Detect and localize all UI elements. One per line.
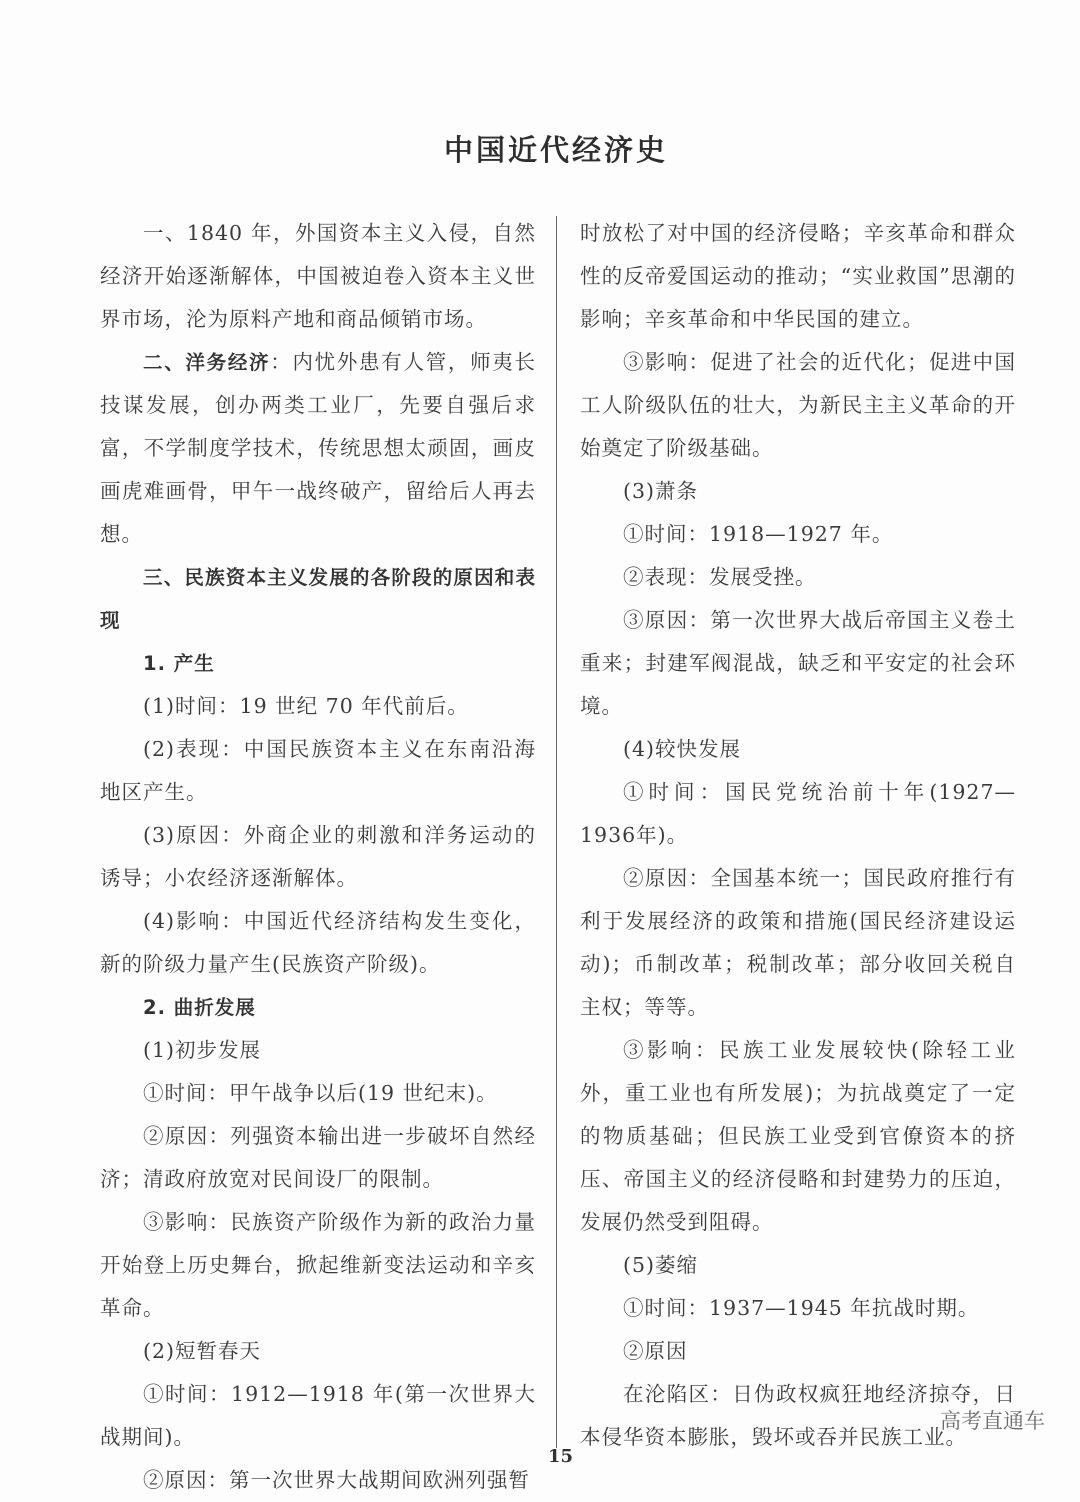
list-item: ①时间：甲午战争以后(19 世纪末)。 bbox=[143, 1081, 498, 1105]
list-item: ②原因 bbox=[623, 1339, 688, 1363]
paragraph-2 bbox=[100, 341, 536, 556]
subheading-origin: 1. 产生 bbox=[143, 652, 215, 675]
list-item: ③原因：第一次世界大战后帝国主义卷土重来；封建军阀混战，缺乏和平安定的社会环境。 bbox=[580, 608, 1016, 718]
column-divider bbox=[556, 216, 557, 1448]
list-item: ②原因：列强资本输出进一步破坏自然经济；清政府放宽对民间设厂的限制。 bbox=[100, 1124, 536, 1191]
list-item: ③影响：民族工业发展较快(除轻工业外，重工业也有所发展)；为抗战奠定了一定的物质基础；但民族工业受到官僚资本的挤压、帝国主义的经济侵略和封建势力的压迫，发展仍然受到阻碍。 bbox=[580, 1038, 1016, 1234]
paragraph-continued: 时放松了对中国的经济侵略；辛亥革命和群众性的反帝爱国运动的推动；“实业救国”思潮的影响；辛亥革命和中华民国的建立。 bbox=[580, 221, 1016, 331]
list-item: ③影响：促进了社会的近代化；促进中国工人阶级队伍的壮大，为新民主主义革命的开始奠定了阶级基础。 bbox=[580, 350, 1016, 460]
subheading-twisted-development: 2. 曲折发展 bbox=[143, 996, 256, 1019]
list-item: (5)萎缩 bbox=[623, 1253, 699, 1277]
right-column bbox=[580, 212, 1016, 1459]
list-item: (3)萧条 bbox=[623, 479, 699, 503]
list-item: ②原因：第一次世界大战期间欧洲列强暂 bbox=[143, 1468, 530, 1492]
section-heading-yangwu: 二、洋务经济 bbox=[143, 351, 271, 374]
list-item: ②原因：全国基本统一；国民政府推行有利于发展经济的政策和措施(国民经济建设运动)；币制改革；税制改革；部分收回关税自主权；等等。 bbox=[580, 866, 1016, 1019]
list-item: ①时间：1912—1918 年(第一次世界大战期间)。 bbox=[100, 1382, 536, 1449]
list-item: ③影响：民族资产阶级作为新的政治力量开始登上历史舞台，掀起维新变法运动和辛亥革命。 bbox=[100, 1210, 536, 1320]
list-item: (2)表现：中国民族资本主义在东南沿海地区产生。 bbox=[100, 737, 536, 804]
watermark: 高考直通车 bbox=[940, 1409, 1045, 1433]
section-heading-3: 三、民族资本主义发展的各阶段的原因和表现 bbox=[100, 566, 536, 632]
list-item: ①时间：1937—1945 年抗战时期。 bbox=[623, 1296, 980, 1320]
page-title: 中国近代经济史 bbox=[443, 133, 668, 167]
list-item: (1)时间：19 世纪 70 年代前后。 bbox=[143, 694, 469, 718]
list-item: (1)初步发展 bbox=[143, 1038, 262, 1062]
list-item: (3)原因：外商企业的刺激和洋务运动的诱导；小农经济逐渐解体。 bbox=[100, 823, 536, 890]
paragraph-1: 一、1840 年，外国资本主义入侵，自然经济开始逐渐解体，中国被迫卷入资本主义世界市场，沦为原料产地和商品倾销市场。 bbox=[100, 221, 536, 331]
paragraph-2-body: ：内忧外患有人管，师夷长技谋发展，创办两类工业厂，先要自强后求富，不学制度学技术，传统思想太顽固，画皮画虎难画骨，甲午一战终破产，留给后人再去想。 bbox=[100, 350, 536, 546]
list-item: ①时间：1918—1927 年。 bbox=[623, 522, 894, 546]
list-item: ②表现：发展受挫。 bbox=[623, 565, 817, 589]
list-item: (4)影响：中国近代经济结构发生变化，新的阶级力量产生(民族资产阶级)。 bbox=[100, 909, 536, 976]
list-item: ①时间：国民党统治前十年(1927—1936年)。 bbox=[580, 780, 1016, 847]
list-item: (2)短暂春天 bbox=[143, 1339, 262, 1363]
page-number: 15 bbox=[548, 1446, 574, 1467]
list-item: 在沦陷区：日伪政权疯狂地经济掠夺，日本侵华资本膨胀，毁坏或吞并民族工业。 bbox=[580, 1382, 1016, 1449]
list-item: (4)较快发展 bbox=[623, 737, 742, 761]
left-column bbox=[100, 212, 536, 1502]
